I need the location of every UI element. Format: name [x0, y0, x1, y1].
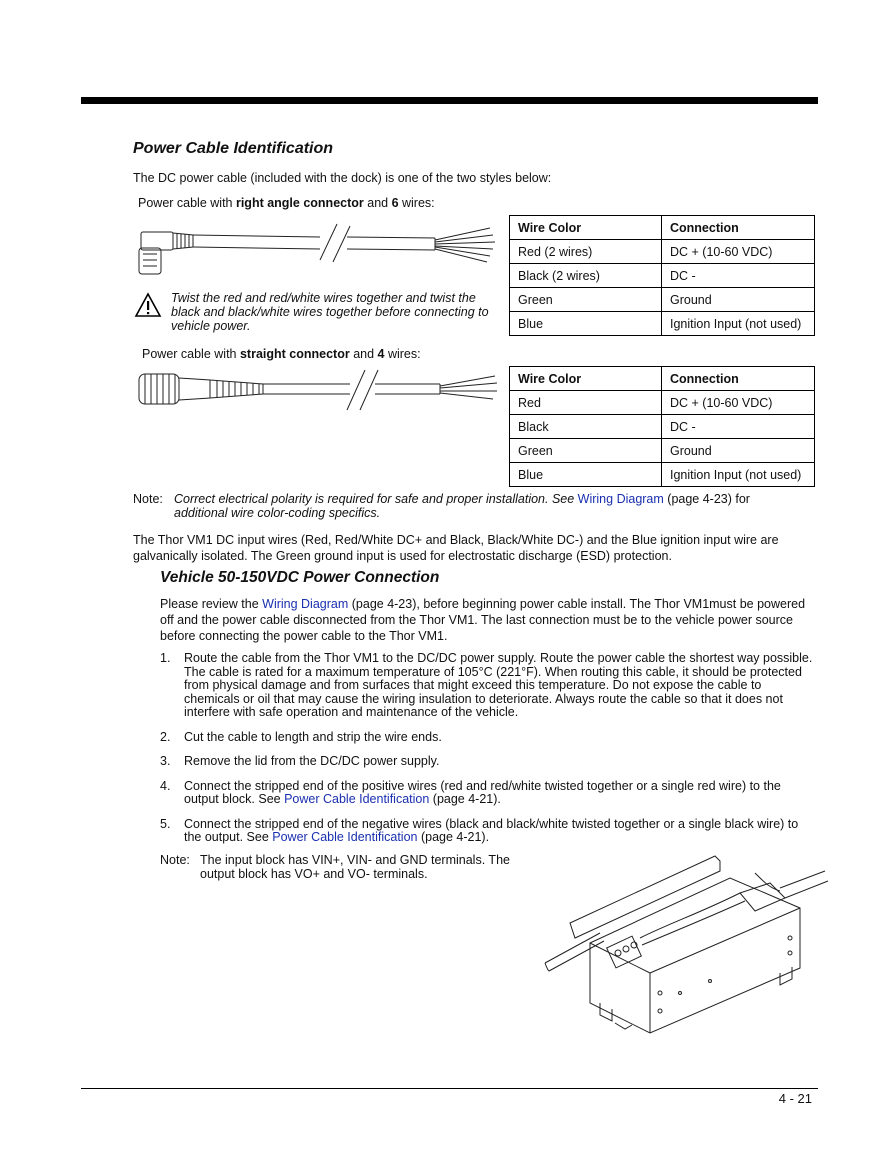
table-header: Connection — [662, 216, 815, 240]
cable2-caption: Power cable with straight connector and 4 wires: — [142, 347, 421, 361]
table-header: Wire Color — [510, 216, 662, 240]
isolation-paragraph: The Thor VM1 DC input wires (Red, Red/White DC+ and Black, Black/White DC-) and the Blue ignition input wire are galvanically isolated. The Green ground input is used for electrostatic discharge (ESD) protection. — [133, 533, 779, 563]
list-item: 4. Connect the stripped end of the positive wires (red and red/white twisted together or a single red wire) to the output block. See Power Cable Identification (page 4-21). — [160, 778, 781, 806]
table-cell: Black (2 wires) — [510, 264, 662, 288]
table-header: Wire Color — [510, 367, 662, 391]
wiring-diagram-link[interactable]: Wiring Diagram — [577, 492, 664, 506]
table-cell: Red (2 wires) — [510, 240, 662, 264]
right-angle-cable-illustration — [135, 220, 500, 282]
table-row — [510, 439, 815, 463]
table-cell: Red — [510, 391, 662, 415]
header-rule — [81, 97, 818, 104]
table-cell: Green — [510, 439, 662, 463]
subsection-title: Vehicle 50-150VDC Power Connection — [160, 569, 440, 586]
table-cell: DC + (10-60 VDC) — [662, 391, 815, 415]
table-cell: DC - — [662, 264, 815, 288]
wiring-diagram-link[interactable]: Wiring Diagram — [262, 597, 349, 611]
review-paragraph: Please review the Wiring Diagram (page 4-23), before beginning power cable install. The Thor VM1must be powered off and the power cable disconnected from the Thor VM1. The last connection must be to the vehicle power source before connecting the power cable to the Thor VM1. — [160, 597, 806, 643]
table-cell: Ignition Input (not used) — [662, 312, 815, 336]
table-cell: Green — [510, 288, 662, 312]
page-number: 4 - 21 — [778, 1091, 812, 1106]
table-row — [510, 264, 815, 288]
power-cable-identification-link[interactable]: Power Cable Identification — [272, 830, 418, 844]
warning-triangle-icon — [134, 292, 162, 318]
footer-rule — [81, 1088, 818, 1089]
polarity-note: Correct electrical polarity is required for safe and proper installation. See Wiring Diagram (page 4-23) for additional wire color-coding specifics. — [174, 492, 750, 520]
table-row — [510, 240, 815, 264]
cable2-wire-table — [509, 366, 815, 487]
installation-steps — [160, 652, 815, 856]
note-label: Note: — [160, 853, 190, 867]
table-header-row — [510, 216, 815, 240]
intro-text: The DC power cable (included with the dock) is one of the two styles below: — [133, 171, 552, 185]
table-cell: Black — [510, 415, 662, 439]
power-cable-identification-link[interactable]: Power Cable Identification — [284, 792, 430, 806]
table-cell: Blue — [510, 312, 662, 336]
cable1-warning-text: Twist the red and red/white wires together and twist the black and black/white wires together before connecting to vehicle power. — [171, 291, 489, 333]
table-row — [510, 288, 815, 312]
terminal-note: The input block has VIN+, VIN- and GND terminals. The output block has VO+ and VO- terminals. — [200, 853, 510, 881]
table-cell: DC + (10-60 VDC) — [662, 240, 815, 264]
table-cell: DC - — [662, 415, 815, 439]
table-header-row — [510, 367, 815, 391]
table-cell: Ground — [662, 439, 815, 463]
table-cell: Ground — [662, 288, 815, 312]
section-title: Power Cable Identification — [133, 140, 334, 157]
table-cell: Blue — [510, 463, 662, 487]
table-row — [510, 312, 815, 336]
table-row — [510, 391, 815, 415]
table-header: Connection — [662, 367, 815, 391]
cable1-caption: Power cable with right angle connector and 6 wires: — [138, 196, 435, 210]
straight-cable-illustration — [135, 366, 500, 416]
table-row — [510, 415, 815, 439]
cable1-wire-table — [509, 215, 815, 336]
list-item: 1. Route the cable from the Thor VM1 to the DC/DC power supply. Route the power cable the shortest way possible. The cable is rated for a maximum temperature of 105°C (221°F). When routing this cable, it should be protected from physical damage and from surfaces that might exceed this temperature. Do not expose the cable to chemicals or oil that may cause the wiring insulation to deteriorate. Always route the cable so that it does not interfere with safe operation and maintenance of the vehicle. — [160, 651, 813, 719]
note-label: Note: — [133, 492, 163, 506]
table-cell: Ignition Input (not used) — [662, 463, 815, 487]
table-row — [510, 463, 815, 487]
list-item: 3. Remove the lid from the DC/DC power supply. — [160, 754, 440, 768]
list-item: 2. Cut the cable to length and strip the wire ends. — [160, 729, 442, 744]
list-item: 5. Connect the stripped end of the negative wires (black and black/white twisted together or a single black wire) to the output. See Power Cable Identification (page 4-21). — [160, 816, 799, 844]
dc-dc-power-supply-illustration — [540, 853, 830, 1038]
